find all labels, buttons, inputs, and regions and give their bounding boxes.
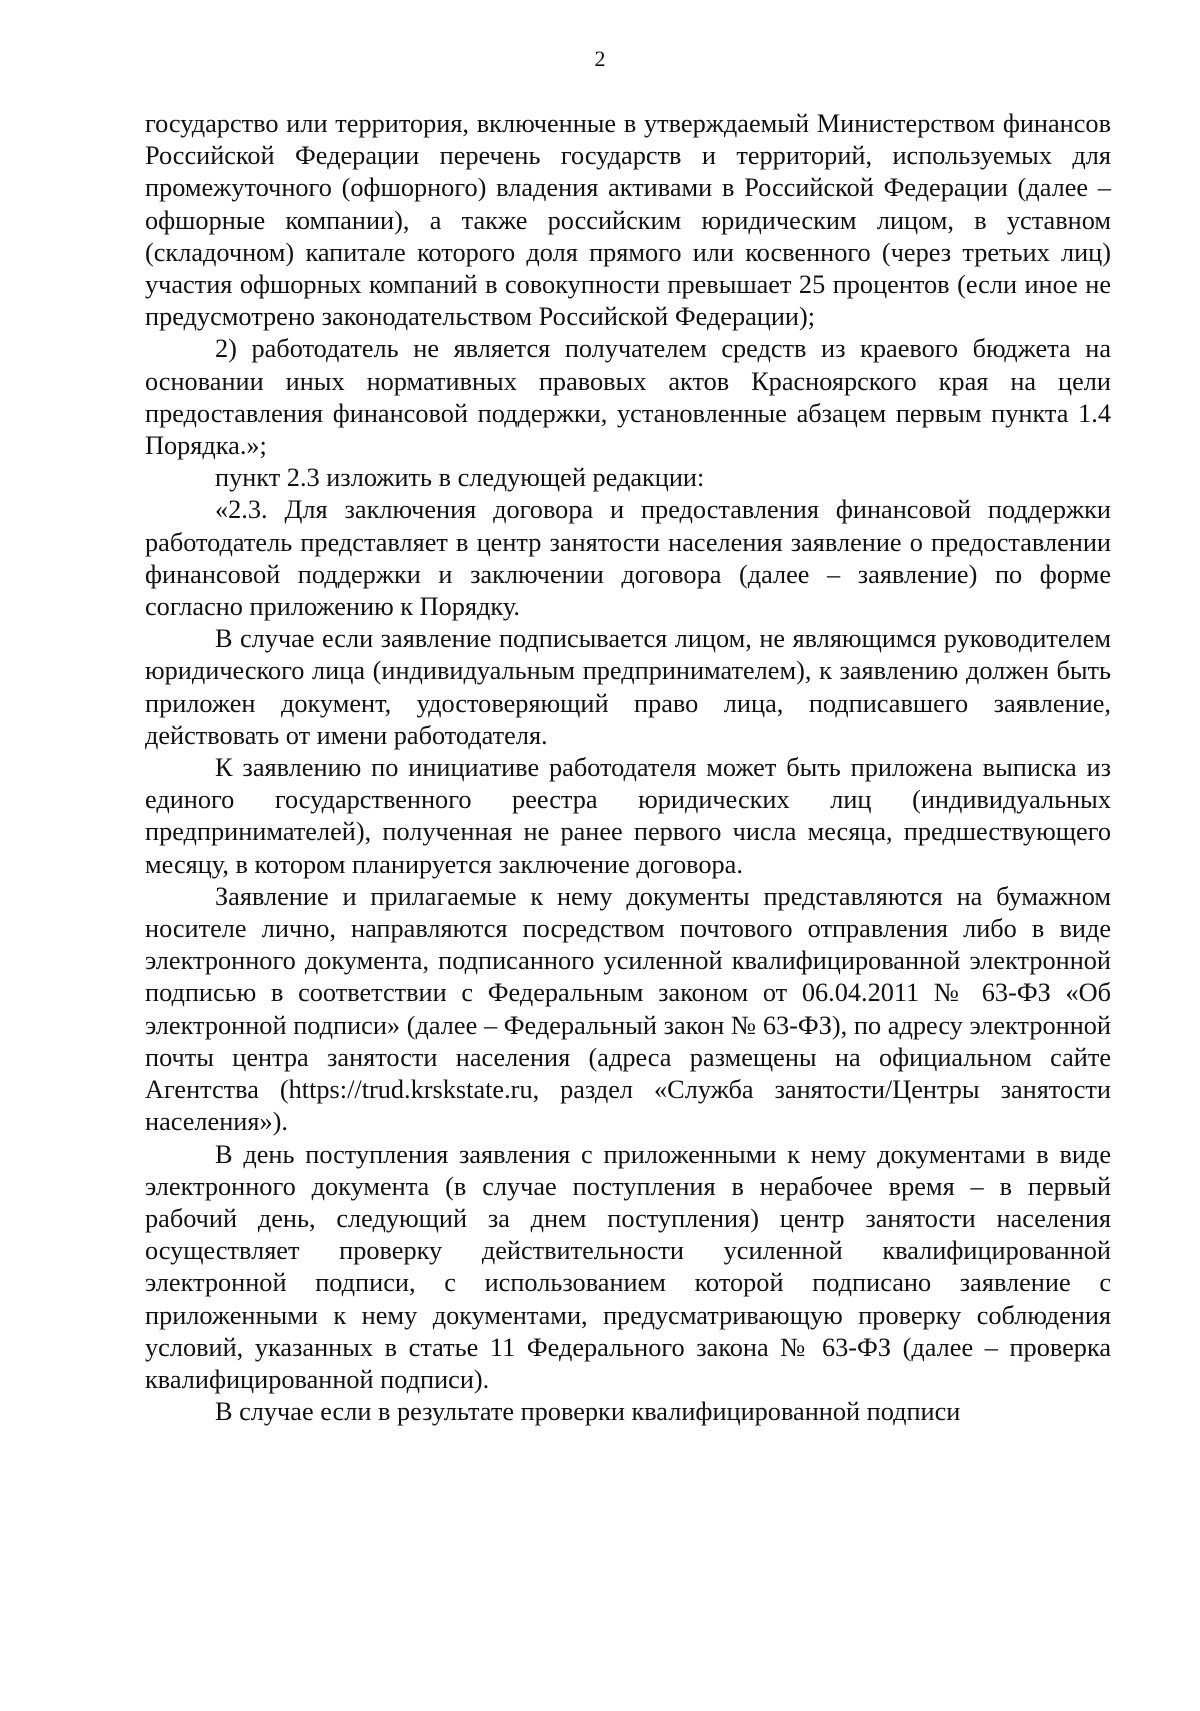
- paragraph-8: В день поступления заявления с приложенными к нему документами в виде электронного документа (в случае поступления в нерабочее время – в первый рабочий день, следующий за днем поступления) центр занятости населения осуществляет проверку действительности усиленной квалифицированной электронной подписи, с использованием которой подписано заявление с приложенными к нему документами, предусматривающую проверку соблюдения условий, указанных в статье 11 Федерального закона № 63-ФЗ (далее – проверка квалифицированной подписи).: [145, 1139, 1111, 1394]
- paragraph-4: «2.3. Для заключения договора и предоставления финансовой поддержки работодатель представляет в центр занятости населения заявление о предоставлении финансовой поддержки и заключении договора (далее – заявление) по форме согласно приложению к Порядку.: [145, 495, 1111, 622]
- paragraph-2: 2) работодатель не является получателем средств из краевого бюджета на основании иных нормативных правовых актов Красноярского края на цели предоставления финансовой поддержки, установленные абзацем первым пункта 1.4 Порядка.»;: [145, 334, 1111, 461]
- paragraph-9: В случае если в результате проверки квалифицированной подписи: [215, 1397, 961, 1427]
- paragraph-5: В случае если заявление подписывается лицом, не являющимся руководителем юридического лица (индивидуальным предпринимателем), к заявлению должен быть приложен документ, удостоверяющий право лица, подписавшего заявление, действовать от имени работодателя.: [145, 624, 1111, 750]
- page-number: 2: [594, 46, 606, 71]
- paragraph-6: К заявлению по инициативе работодателя может быть приложена выписка из единого государственного реестра юридических лиц (индивидуальных предпринимателей), полученная не ранее первого числа месяца, предшествующего месяцу, в котором планируется заключение договора.: [145, 753, 1111, 879]
- paragraph-7: Заявление и прилагаемые к нему документы представляются на бумажном носителе лично, направляются посредством почтового отправления либо в виде электронного документа, подписанного усиленной квалифицированной электронной подписью в соответствии с Федеральным законом от 06.04.2011 № 63-ФЗ «Об электронной подписи» (далее – Федеральный закон № 63-ФЗ), по адресу электронной почты центра занятости населения (адреса размещены на официальном сайте Агентства (https://trud.krskstate.ru, раздел «Служба занятости/Центры занятости населения»).: [145, 881, 1111, 1137]
- paragraph-3: пункт 2.3 изложить в следующей редакции:: [215, 463, 705, 493]
- paragraph-1: государство или территория, включенные в утверждаемый Министерством финансов Российской Федерации перечень государств и территорий, используемых для промежуточного (офшорного) владения активами в Российской Федерации (далее – офшорные компании), а также российским юридическим лицом, в уставном (складочном) капитале которого доля прямого или косвенного (через третьих лиц) участия офшорных компаний в совокупности превышает 25 процентов (если иное не предусмотрено законодательством Российской Федерации);: [145, 109, 1111, 332]
- document-body: [145, 108, 1111, 1428]
